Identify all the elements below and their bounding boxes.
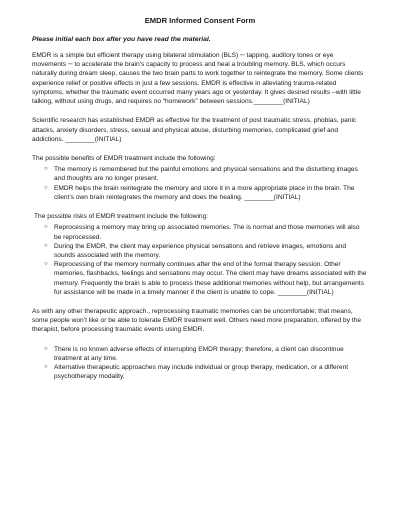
list-item (44, 184, 368, 202)
bullet-icon: ○ (44, 261, 48, 268)
risks-list (32, 223, 368, 297)
bullet-icon: ○ (44, 224, 48, 231)
bullet-icon: ○ (44, 364, 48, 371)
list-item (44, 260, 368, 297)
list-item-text: EMDR helps the brain reintegrate the memory and store it in a more appropriate place in the brain. The client’s own brain reintegrates the memory and does the healing. ________(INITIAL) (54, 184, 355, 201)
benefits-list (32, 165, 368, 202)
list-item-text: Reprocessing of the memory normally continues after the end of the formal therapy session. Other memories, flashbacks, feelings and sensations may occur. The client may have dreams associated with the memory. Frequently the brain is able to process these additional memories without help, but arrangements for assistance will be made in a timely manner if the client is unable to cope. ________(INITIAL) (54, 261, 367, 296)
list-item-text: The memory is remembered but the painful emotions and physical sensations and the disturbing images and thoughts are no longer present. (54, 166, 358, 183)
bullet-icon: ○ (44, 184, 48, 191)
initial-instruction: Please initial each box after you have read the material. (32, 36, 211, 43)
bullet-icon: ○ (44, 345, 48, 352)
closing-paragraph: As with any other therapeutic approach., reprocessing traumatic memories can be uncomfortable; that means, some people won’t like or be able to tolerate EMDR treatment well. Others need more preparation, offered by the therapist, before processing traumatic events using EMDR. (32, 308, 362, 334)
list-item (44, 242, 368, 260)
list-item (44, 363, 368, 381)
list-item-text: During the EMDR, the client may experience physical sensations and retrieve images, emotions and sounds associated with the memory. (54, 242, 347, 259)
list-item-text: Alternative therapeutic approaches may include individual or group therapy, medication, or a different psychotherapy modality. (54, 364, 349, 381)
list-item-text: There is no known adverse effects of interrupting EMDR therapy; therefore, a client can discontinue treatment at any time. (54, 345, 344, 362)
list-item (44, 345, 368, 363)
benefits-intro: The possible benefits of EMDR treatment include the following: (32, 154, 216, 162)
research-paragraph: Scientific research has established EMDR as effective for the treatment of post traumatic stress, phobias, panic attacks, anxiety disorders, stress, sexual and physical abuse, disturbing memories, complicated grief and addictions. ________(INITIAL) (32, 117, 357, 143)
list-item (44, 223, 368, 241)
form-title: EMDR Informed Consent Form (144, 16, 256, 25)
bullet-icon: ○ (44, 166, 48, 173)
closing-list (32, 345, 368, 382)
intro-paragraph: EMDR is a simple but efficient therapy using bilateral stimulation (BLS) ─ tapping, auditory tones or eye movements ─ to accelerate the brain’s capacity to process and heal a troubling memory. BLS, which occurs naturally during dream sleep, causes the two brain parts to work together to reintegrate the memory. Some clients experience relief or positive effects in just a few sessions. EMDR is effective in alleviating trauma-related symptoms, whether the traumatic event occurred many years ago or yesterday. It gives desired results –with little talking, without using drugs, and requires no “homework” between sessions.________(INITIAL) (32, 52, 364, 106)
risks-intro: The possible risks of EMDR treatment include the following: (34, 213, 209, 221)
bullet-icon: ○ (44, 242, 48, 249)
list-item-text: Reprocessing a memory may bring up associated memories. The is normal and those memories will also be reprocessed. (54, 224, 360, 241)
list-item (44, 165, 368, 183)
